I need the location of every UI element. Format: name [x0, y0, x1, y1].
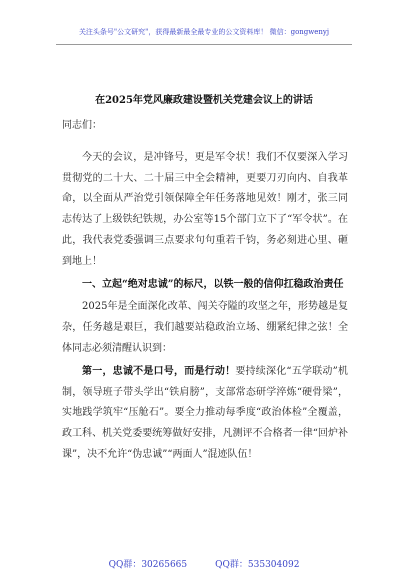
document-title: 在2025年党风廉政建设暨机关党建会议上的讲话 [95, 95, 313, 106]
section-1-heading: 一、立起“绝对忠诚”的标尺，以铁一般的信仰扛稳政治责任 [82, 278, 344, 290]
qq-group-2: QQ群：535304092 [215, 560, 300, 570]
qq-group-1: QQ群：30265665 [108, 560, 188, 570]
salutation: 同志们： [62, 120, 102, 131]
point-1-paragraph [62, 362, 348, 466]
document-body [62, 116, 348, 466]
point-1-lead: 第一，忠诚不是口号，而是行动！ [82, 365, 236, 377]
header-banner: 关注头条号"公文研究"，获得最新最全最专业的公文资料库！ 微信：gongwenyj [78, 28, 330, 36]
section-1-body: 2025年是全面深化改革、闯关夺隘的攻坚之年，形势越是复杂，任务越是艰巨，我们越要站稳政治立场、绷紧纪律之弦！全体同志必须清醒认识到： [62, 301, 348, 354]
header-divider [56, 44, 352, 45]
intro-paragraph: 今天的会议，是冲锋号，更是军令状！我们不仅要深入学习贯彻党的二十大、二十届三中全会精神，更要刀刃向内、自我革命，以全面从严治党引领保障全年任务落地见效！刚才，张三同志传达了上级铁纪铁规，办公室等15个部门立下了“军令状”。在此，我代表党委强调三点要求句句重若千钧，务必刻进心里、砸到地上！ [62, 151, 348, 267]
footer-contact [0, 559, 408, 571]
point-1-body: 要持续深化“五学联动”机制，领导班子带头学出“铁肩膀”，支部常态研学淬炼“硬骨梁”，实地践学筑牢“压舱石”。要全力推动每季度“政治体检”全覆盖，政工科、机关党委要统筹做好安排，凡测评不合格者一律“回炉补课”，决不允许“伪忠诚”“两面人”混迹队伍！ [62, 365, 348, 460]
